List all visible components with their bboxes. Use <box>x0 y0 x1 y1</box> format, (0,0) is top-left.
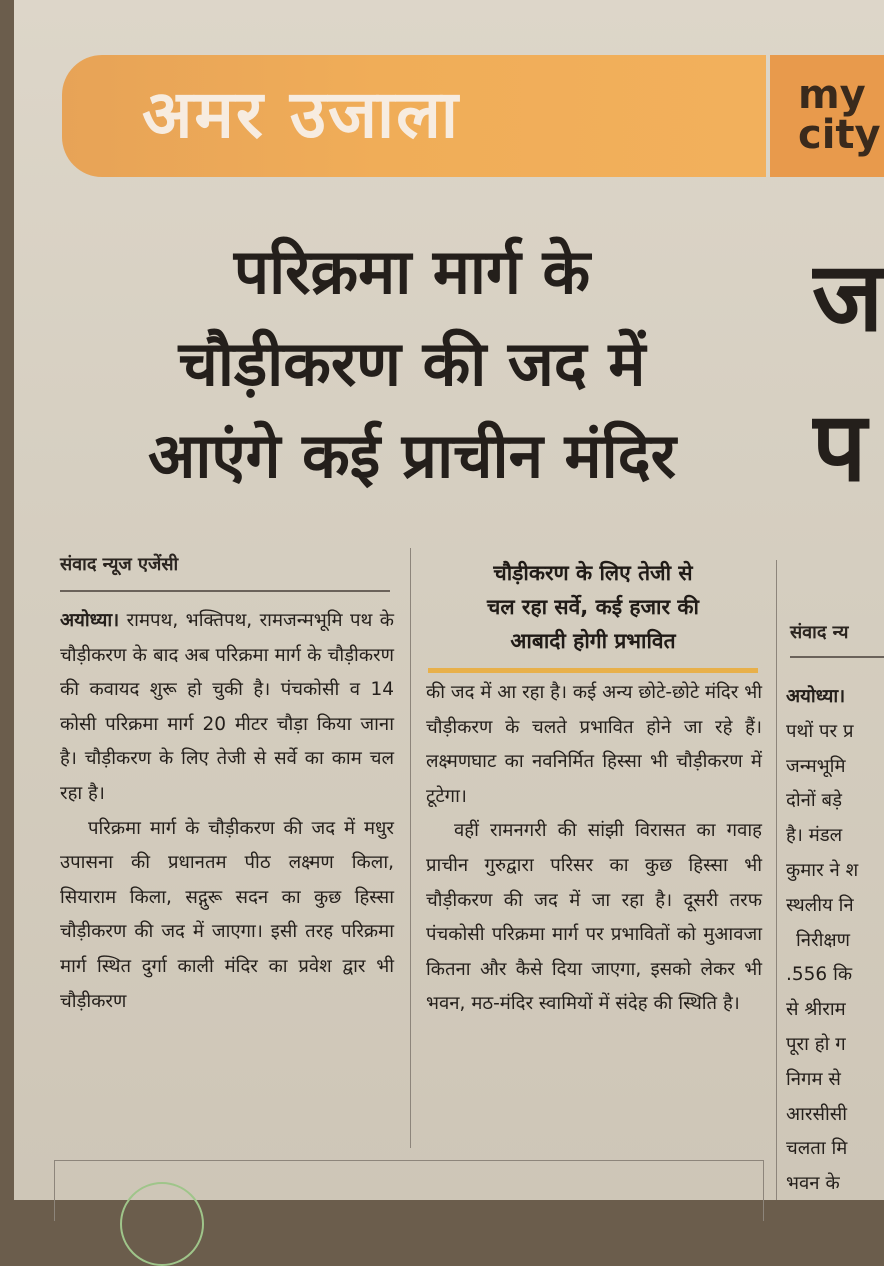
pullquote-underline <box>428 668 758 673</box>
column-3-line: अयोध्या। <box>786 686 846 707</box>
column-3-line: चलता मि <box>786 1138 848 1160</box>
column-divider-right <box>776 560 777 1200</box>
column-3-line: पथों पर प्र <box>786 720 854 742</box>
column-3-line: निगम से <box>786 1068 841 1090</box>
column-3-line: .556 कि <box>786 964 853 986</box>
headline-line-3: आएंगे कई प्राचीन मंदिर <box>148 419 676 492</box>
side-masthead <box>770 55 884 177</box>
column-divider <box>410 548 411 1148</box>
column-3-line: स्थलीय नि <box>786 894 854 916</box>
bottom-circle-graphic <box>120 1182 204 1266</box>
column-2-paragraph-1: की जद में आ रहा है। कई अन्य छोटे-छोटे मंदिर भी चौड़ीकरण के चलते प्रभावित होने जा रहे हैं। लक्ष्मणघाट का नवनिर्मित हिस्सा भी चौड़ीकरण में टूटेगा। <box>426 682 762 807</box>
masthead-banner <box>62 55 766 177</box>
side-masthead-text: my city <box>798 72 881 158</box>
headline-line-2: चौड़ीकरण की जद में <box>178 327 646 400</box>
column-3-line: निरीक्षण <box>796 929 851 951</box>
right-byline: संवाद न्य <box>790 622 849 643</box>
article-column-2 <box>426 676 762 1022</box>
headline-line-1: परिक्रमा मार्ग के <box>233 235 591 308</box>
article-column-3-partial <box>786 680 884 1202</box>
column-3-line: पूरा हो ग <box>786 1033 846 1055</box>
dateline: अयोध्या। <box>60 610 120 631</box>
column-3-line: दोनों बड़े <box>786 790 843 812</box>
column-2-paragraph-2: वहीं रामनगरी की सांझी विरासत का गवाह प्राचीन गुरुद्वारा परिसर का कुछ हिस्सा भी चौड़ीकरण की जद में जा रहा है। दूसरी तरफ पंचकोसी परिक्रमा मार्ग पर प्रभावितों को मुआवजा कितना और कैसे दिया जाएगा, इसको लेकर भी भवन, मठ-मंदिर स्वामियों में संदेह की स्थिति है। <box>426 820 762 1015</box>
pullquote <box>426 556 760 658</box>
column-3-line: से श्रीराम <box>786 999 846 1021</box>
pullquote-line-1: चौड़ीकरण के लिए तेजी से <box>493 561 693 585</box>
column-3-line: भवन के <box>786 1173 840 1195</box>
column-3-line: कुमार ने श <box>786 859 859 881</box>
pullquote-line-3: आबादी होगी प्रभावित <box>510 629 676 653</box>
article-column-1 <box>60 604 394 1019</box>
column-3-line: आरसीसी <box>786 1103 848 1125</box>
masthead-title: अमर उजाला <box>142 76 460 153</box>
column-3-line: है। मंडल <box>786 825 843 847</box>
column-1-paragraph-1: रामपथ, भक्तिपथ, रामजन्मभूमि पथ के चौड़ीकरण के बाद अब परिक्रमा मार्ग के चौड़ीकरण की कवायद शुरू हो चुकी है। पंचकोसी व 14 कोसी परिक्रमा मार्ग 20 मीटर चौड़ा किया जाना है। चौड़ीकरण के लिए तेजी से सर्वे का काम चल रहा है। <box>60 610 394 804</box>
right-byline-rule <box>790 656 884 658</box>
column-1-paragraph-2: परिक्रमा मार्ग के चौड़ीकरण की जद में मधुर उपासना की प्रधानतम पीठ लक्ष्मण किला, सियाराम किला, सद्गुरू सदन का कुछ हिस्सा चौड़ीकरण की जद में जाएगा। इसी तरह परिक्रमा मार्ग स्थित दुर्गा काली मंदिर का प्रवेश द्वार भी चौड़ीकरण <box>60 817 394 1012</box>
byline-rule <box>60 590 390 592</box>
byline: संवाद न्यूज एजेंसी <box>60 554 179 575</box>
headline <box>52 226 772 502</box>
column-3-line: जन्मभूमि <box>786 755 846 777</box>
pullquote-line-2: चल रहा सर्वे, कई हजार की <box>487 595 699 619</box>
adjacent-headline-partial: ज प <box>812 241 884 503</box>
